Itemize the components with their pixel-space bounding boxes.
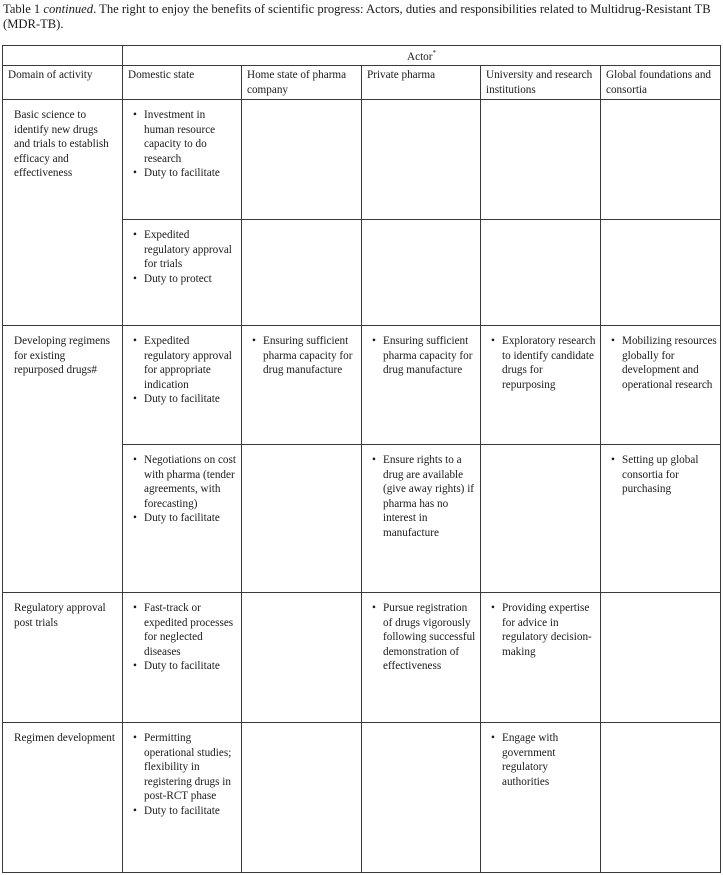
col-header-domain: Domain of activity [3, 66, 123, 100]
bullet-item: • Duty to facilitate [132, 659, 238, 674]
bullet-list [481, 723, 600, 789]
bullet-item: • Ensure rights to a drug are available (give away rights) if pharma has no interest in manufacture [371, 453, 477, 541]
bullet-item: • Exploratory research to identify candidate drugs for repurposing [490, 334, 597, 392]
bullet-item: • Mobilizing resources globally for development and operational research [610, 334, 717, 392]
bullet-list [601, 326, 720, 392]
home-state-cell [242, 593, 362, 723]
home-state-cell [242, 723, 362, 873]
home-state-cell [242, 445, 362, 593]
global-cell [601, 100, 721, 220]
private-pharma-cell [362, 220, 481, 326]
global-cell [601, 326, 721, 445]
bullet-list [123, 100, 241, 181]
bullet-item: • Expedited regulatory approval for trials [132, 228, 238, 272]
col-header-private-pharma: Private pharma [362, 66, 481, 100]
table-row [3, 100, 721, 220]
global-cell [601, 723, 721, 873]
actor-header-row [3, 46, 721, 66]
university-cell [481, 723, 601, 873]
domestic-state-cell [123, 326, 242, 445]
bullet-item: • Engage with government regulatory authorities [490, 731, 597, 789]
col-header-global: Global foundations and consortia [601, 66, 721, 100]
bullet-list [481, 326, 600, 392]
home-state-cell [242, 100, 362, 220]
domestic-state-cell [123, 100, 242, 220]
table-row [3, 723, 721, 873]
university-cell [481, 100, 601, 220]
bullet-item: • Ensuring sufficient pharma capacity for drug manufacture [251, 334, 358, 378]
bullet-list [362, 445, 480, 541]
bullet-item: • Duty to facilitate [132, 804, 238, 819]
caption-prefix: Table 1 [3, 2, 44, 16]
domestic-state-cell [123, 593, 242, 723]
bullet-list [242, 326, 361, 378]
global-cell [601, 593, 721, 723]
private-pharma-cell [362, 445, 481, 593]
private-pharma-cell [362, 100, 481, 220]
global-cell [601, 445, 721, 593]
bullet-item: • Expedited regulatory approval for appropriate indication [132, 334, 238, 392]
bullet-list [123, 593, 241, 674]
col-header-domestic-state: Domestic state [123, 66, 242, 100]
bullet-list [123, 445, 241, 526]
global-cell [601, 220, 721, 326]
actor-header-label: Actor* [407, 49, 437, 63]
table-caption [3, 2, 719, 32]
bullet-item: • Ensuring sufficient pharma capacity for drug manufacture [371, 334, 477, 378]
mdr-tb-table [2, 45, 721, 873]
university-cell [481, 445, 601, 593]
domain-cell [3, 593, 123, 723]
caption-continued: continued [43, 2, 94, 16]
bullet-item: • Providing expertise for advice in regulatory decision-making [490, 601, 597, 659]
bullet-list [601, 445, 720, 497]
bullet-item: • Duty to facilitate [132, 166, 238, 181]
bullet-item: • Duty to facilitate [132, 392, 238, 407]
col-header-university: University and research institutions [481, 66, 601, 100]
domain-label: Regulatory approval post trials [14, 602, 106, 629]
bullet-item: • Investment in human resource capacity to do research [132, 108, 238, 166]
domain-cell [3, 723, 123, 873]
home-state-cell [242, 220, 362, 326]
bullet-item: • Permitting operational studies; flexibility in registering drugs in post-RCT phase [132, 731, 238, 804]
bullet-item: • Setting up global consortia for purchasing [610, 453, 717, 497]
table-body [3, 100, 721, 873]
column-header-row [3, 66, 721, 100]
bullet-list [481, 593, 600, 659]
university-cell [481, 593, 601, 723]
table-row [3, 593, 721, 723]
bullet-list [123, 220, 241, 286]
col-header-home-state: Home state of pharma company [242, 66, 362, 100]
private-pharma-cell [362, 723, 481, 873]
actor-footnote-mark: * [432, 49, 437, 58]
bullet-item: • Negotiations on cost with pharma (tender agreements, with forecasting) [132, 453, 238, 511]
actor-header-cell [123, 46, 721, 66]
domain-label: Developing regimens for existing repurposed drugs# [14, 335, 111, 377]
bullet-list [123, 326, 241, 407]
domain-label: Basic science to identify new drugs and trials to establish efficacy and effectiveness [14, 109, 109, 180]
caption-text: . The right to enjoy the benefits of scientific progress: Actors, duties and responsibilities related to Multidrug-Resistant TB (MDR-TB). [3, 2, 711, 31]
domain-label: Regimen development [14, 732, 115, 744]
domestic-state-cell [123, 723, 242, 873]
domain-cell [3, 100, 123, 326]
blank-header-cell [3, 46, 123, 66]
university-cell [481, 326, 601, 445]
private-pharma-cell [362, 593, 481, 723]
bullet-item: • Duty to protect [132, 272, 238, 287]
bullet-list [123, 723, 241, 819]
bullet-item: • Pursue registration of drugs vigorously following successful demonstration of effectiveness [371, 601, 477, 674]
domestic-state-cell [123, 220, 242, 326]
university-cell [481, 220, 601, 326]
bullet-item: • Duty to facilitate [132, 511, 238, 526]
table-row [3, 326, 721, 445]
home-state-cell [242, 326, 362, 445]
bullet-list [362, 326, 480, 378]
domain-cell [3, 326, 123, 593]
bullet-item: • Fast-track or expedited processes for neglected diseases [132, 601, 238, 659]
domestic-state-cell [123, 445, 242, 593]
bullet-list [362, 593, 480, 674]
private-pharma-cell [362, 326, 481, 445]
